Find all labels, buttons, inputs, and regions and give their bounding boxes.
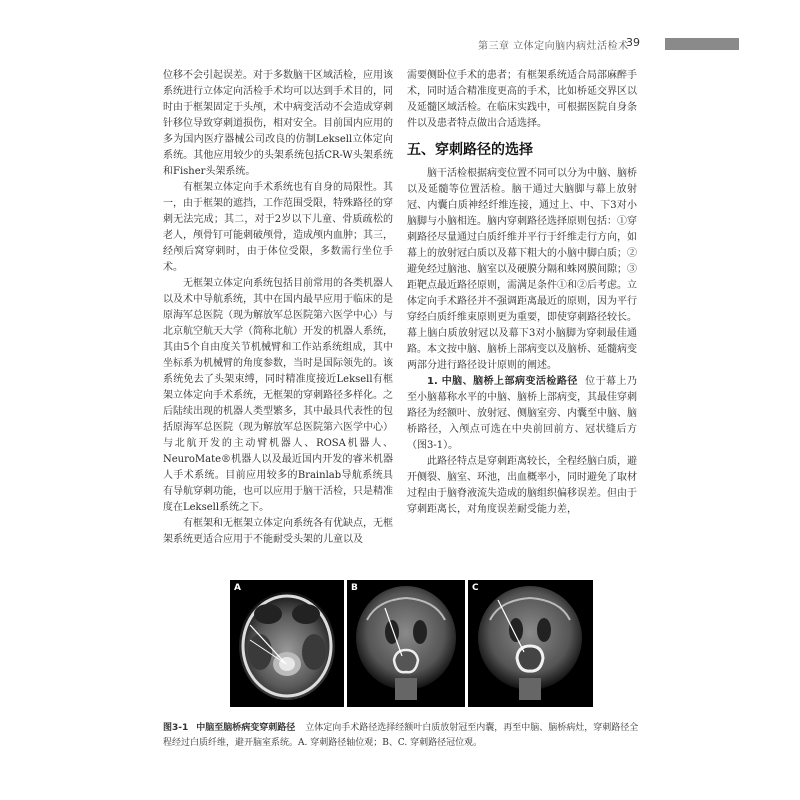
header-tab-block bbox=[665, 38, 739, 50]
mri-axial-image bbox=[230, 580, 344, 707]
right-paragraph-3 bbox=[407, 374, 637, 454]
left-paragraph-3: 无框架立体定向系统包括目前常用的各类机器人以及术中导航系统，其中在国内最早应用于临床的是原海军总医院（现为解放军总医院第六医学中心）与北京航空航天大学（简称北航）开发的机器人系统，其由5个自由度关节机械臂和工作站系统组成，其中坐标系为机械臂的角度参数，当时是国际领先的。该系统免去了头架束缚，同时精准度接近Leksell有框架立体定向手术系统，无框架的穿刺路径多样化。之后陆续出现的机器人类型繁多，其中最具代表性的包括原海军总医院（现为解放军总医院第六医学中心）与北航开发的主动臂机器人、ROSA机器人、NeuroMate®机器人以及最近国内开发的睿米机器人手术系统。目前应用较多的Brainlab导航系统具有导航穿刺功能，也可以应用于脑干活检，只是精准度在Leksell系统之下。 bbox=[163, 278, 393, 513]
mri-coronal-panel-b bbox=[347, 580, 465, 707]
mri-coronal-image-c bbox=[468, 580, 593, 707]
chapter-title: 第三章 立体定向脑内病灶活检术 bbox=[478, 41, 629, 52]
section-heading: 五、穿刺路径的选择 bbox=[407, 142, 533, 158]
caption-number: 图3-1 bbox=[163, 723, 189, 733]
left-paragraph-1: 位移不会引起误差。对于多数脑干区域活检，应用该系统进行立体定向活检手术均可以达到手术目的，同时由于框架固定于头颅，术中病变活动不会造成穿刺针移位导致穿刺道损伤，相对安全。目前国内应用的多为国内医疗器械公司改良的仿制Leksell立体定向系统。其他应用较少的头架系统包括CR-W头架系统和Fisher头架系统。 bbox=[163, 70, 393, 177]
right-column bbox=[407, 68, 637, 518]
page-number: 39 bbox=[626, 36, 640, 49]
running-header bbox=[440, 36, 800, 52]
left-paragraph-4: 有框架和无框架立体定向系统各有优缺点，无框架系统更适合应用于不能耐受头架的儿童以及 bbox=[163, 518, 393, 545]
panel-a-label: A bbox=[234, 583, 241, 593]
panel-b-label: B bbox=[351, 583, 358, 593]
caption-text: 立体定向手术路径选择经额叶白质放射冠至内囊，再至中脑、脑桥病灶，穿刺路径全程经过白质纤维，避开脑室系统。A. 穿刺路径轴位观；B、C. 穿刺路径冠位观。 bbox=[163, 723, 639, 748]
panel-c-label: C bbox=[472, 583, 479, 593]
caption-title: 中脑至脑桥病变穿刺路径 bbox=[196, 723, 296, 733]
mri-coronal-panel-c bbox=[468, 580, 593, 707]
left-column bbox=[163, 68, 393, 548]
right-paragraph-3-text: 位于幕上乃至小脑幕称水平的中脑、脑桥上部病变，其最佳穿刺路径为经额叶、放射冠、侧脑室旁、内囊至中脑、脑桥路径，入颅点可选在中央前回前方、冠状缝后方（图3-1）。 bbox=[407, 376, 637, 451]
mri-axial-panel bbox=[230, 580, 344, 707]
figure-caption bbox=[163, 721, 643, 751]
right-paragraph-2: 脑干活检根据病变位置不同可以分为中脑、脑桥以及延髓等位置活检。脑干通过大脑脚与幕上放射冠、内囊白质神经纤维连接，通过上、中、下3对小脑脚与小脑相连。脑内穿刺路径选择原则包括：①穿刺路径尽量通过白质纤维并平行于纤维走行方向，如幕上的放射冠白质以及幕下粗大的小脑中脚白质；②避免经过脑池、脑室以及硬膜分隔和蛛网膜间隙；③距靶点最近路径原则，需满足条件①和②后考虑。立体定向手术路径并不强调距离最近的原则，因为平行穿经白质纤维束原则更为重要，即使穿刺路径较长。幕上脑白质放射冠以及幕下3对小脑脚为穿刺最佳通路。本文按中脑、脑桥上部病变以及脑桥、延髓病变两部分进行路径设计原则的阐述。 bbox=[407, 168, 637, 371]
subsection-heading: 1. 中脑、脑桥上部病变活检路径 bbox=[427, 376, 578, 387]
figure-3-1 bbox=[230, 580, 593, 707]
left-paragraph-2: 有框架立体定向手术系统也有自身的局限性。其一，由于框架的遮挡，工作范围受限，特殊路径的穿刺无法完成；其二，对于2岁以下儿童、骨质疏松的老人，颅骨钉可能刺破颅骨，造成颅内血肿；其三，经颅后窝穿刺时，由于体位受限，多数需行坐位手术。 bbox=[163, 182, 393, 273]
right-paragraph-4: 此路径特点是穿刺距离较长，全程经脑白质，避开侧裂、脑室、环池，出血概率小，同时避免了取材过程由于脑脊液流失造成的脑组织偏移误差。但由于穿刺距离长，对角度误差耐受能力差， bbox=[407, 456, 637, 515]
mri-coronal-image-b bbox=[347, 580, 465, 707]
right-paragraph-1: 需要侧卧位手术的患者；有框架系统适合局部麻醉手术，同时适合精准度更高的手术，比如桥延交界区以及延髓区域活检。在临床实践中，可根据医院自身条件以及患者特点做出合适选择。 bbox=[407, 70, 637, 129]
